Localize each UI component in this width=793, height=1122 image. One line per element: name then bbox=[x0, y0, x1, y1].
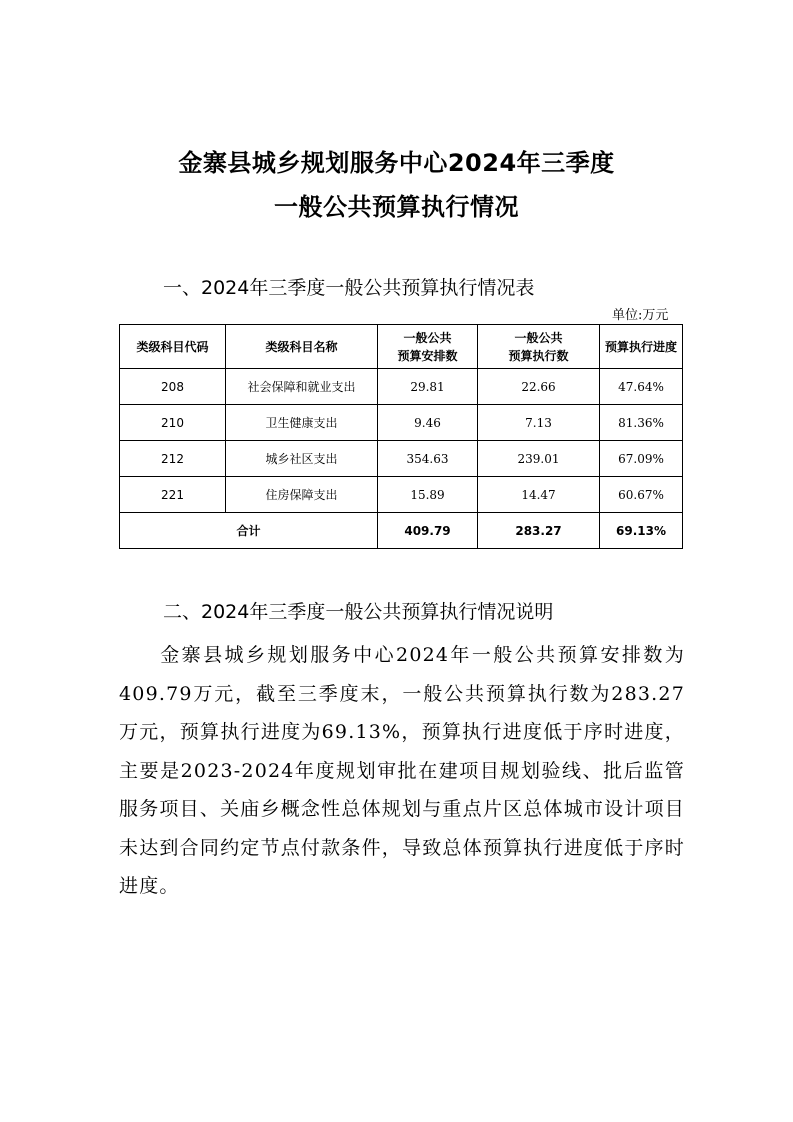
explanation-paragraph bbox=[119, 636, 685, 906]
table-row bbox=[120, 477, 683, 513]
cell-code: 212 bbox=[120, 441, 226, 477]
header-executed-line-2: 预算执行数 bbox=[508, 348, 569, 363]
total-budget: 409.79 bbox=[378, 513, 478, 549]
cell-budget: 29.81 bbox=[378, 369, 478, 405]
header-budget bbox=[378, 325, 478, 369]
document-title-line-2: 一般公共预算执行情况 bbox=[274, 193, 519, 221]
cell-name: 社会保障和就业支出 bbox=[226, 369, 378, 405]
cell-budget: 354.63 bbox=[378, 441, 478, 477]
header-code: 类级科目代码 bbox=[120, 325, 226, 369]
cell-code: 208 bbox=[120, 369, 226, 405]
total-label: 合计 bbox=[120, 513, 378, 549]
table-header-row bbox=[120, 325, 683, 369]
cell-executed: 7.13 bbox=[478, 405, 600, 441]
cell-name: 住房保障支出 bbox=[226, 477, 378, 513]
header-budget-line-2: 预算安排数 bbox=[397, 348, 458, 363]
explanation-text: 金寨县城乡规划服务中心2024年一般公共预算安排数为409.79万元，截至三季度末，一般公共预算执行数为283.27万元，预算执行进度为69.13%，预算执行进度低于序时进度，主要是2023-2024年度规划审批在建项目规划验线、批后监管服务项目、关庙乡概念性总体规划与重点片区总体城市设计项目未达到合同约定节点付款条件，导致总体预算执行进度低于序时进度。 bbox=[119, 644, 685, 897]
cell-budget: 9.46 bbox=[378, 405, 478, 441]
header-name: 类级科目名称 bbox=[226, 325, 378, 369]
cell-progress: 67.09% bbox=[600, 441, 683, 477]
total-executed: 283.27 bbox=[478, 513, 600, 549]
cell-budget: 15.89 bbox=[378, 477, 478, 513]
document-title-line-1: 金寨县城乡规划服务中心2024年三季度 bbox=[178, 149, 615, 177]
cell-progress: 47.64% bbox=[600, 369, 683, 405]
cell-code: 210 bbox=[120, 405, 226, 441]
cell-executed: 14.47 bbox=[478, 477, 600, 513]
header-executed bbox=[478, 325, 600, 369]
unit-label: 单位:万元 bbox=[612, 308, 669, 323]
header-budget-line-1: 一般公共 bbox=[403, 330, 452, 345]
header-progress: 预算执行进度 bbox=[600, 325, 683, 369]
cell-progress: 60.67% bbox=[600, 477, 683, 513]
cell-progress: 81.36% bbox=[600, 405, 683, 441]
cell-executed: 239.01 bbox=[478, 441, 600, 477]
cell-executed: 22.66 bbox=[478, 369, 600, 405]
table-total-row bbox=[120, 513, 683, 549]
table-row bbox=[120, 369, 683, 405]
section-1-heading: 一、2024年三季度一般公共预算执行情况表 bbox=[163, 277, 535, 299]
budget-execution-table bbox=[119, 324, 683, 549]
table-row bbox=[120, 441, 683, 477]
table-row bbox=[120, 405, 683, 441]
cell-name: 城乡社区支出 bbox=[226, 441, 378, 477]
cell-code: 221 bbox=[120, 477, 226, 513]
section-2-heading: 二、2024年三季度一般公共预算执行情况说明 bbox=[163, 601, 554, 623]
cell-name: 卫生健康支出 bbox=[226, 405, 378, 441]
total-progress: 69.13% bbox=[600, 513, 683, 549]
header-executed-line-1: 一般公共 bbox=[514, 330, 563, 345]
